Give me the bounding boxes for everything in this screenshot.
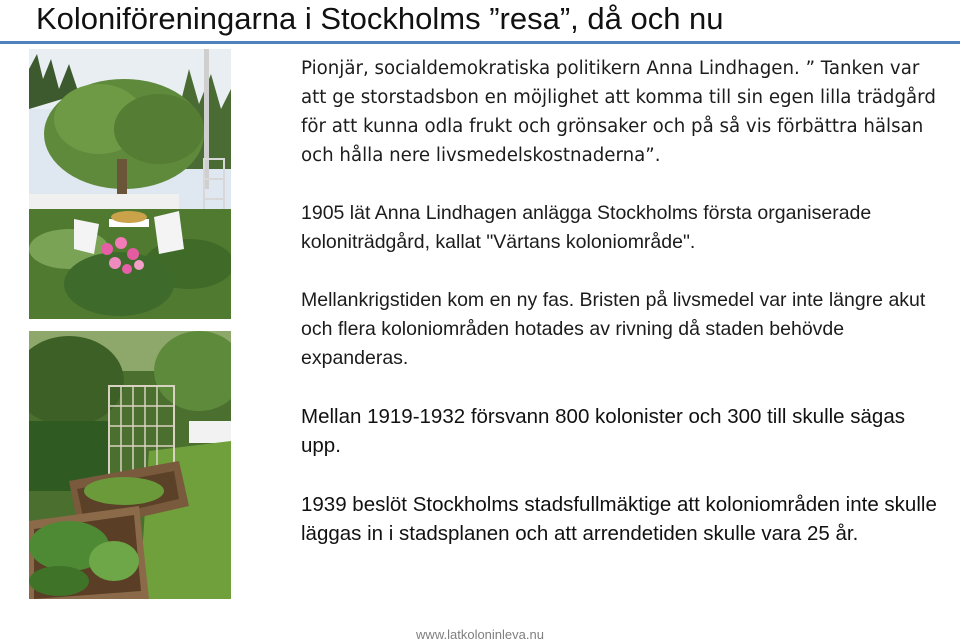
footer-website-link[interactable]: www.latkoloninleva.nu <box>416 627 544 642</box>
paragraph-mellankrigstiden: Mellankrigstiden kom en ny fas. Bristen på livsmedel var inte längre akut och flera koloniområden hotades av rivning då staden behövde expanderas. <box>301 289 926 369</box>
title-divider <box>0 41 960 44</box>
garden-chairs-illustration <box>29 49 231 319</box>
garden-photo-raised-beds <box>29 331 231 599</box>
raised-beds-illustration <box>29 331 231 599</box>
slide-title: Koloniföreningarna i Stockholms ”resa”, då och nu <box>36 1 724 36</box>
paragraph-1905: 1905 lät Anna Lindhagen anlägga Stockholms första organiserade koloniträdgård, kallat "Värtans koloniområde". <box>301 202 872 253</box>
garden-photo-chairs <box>29 49 231 319</box>
slide-body <box>301 54 941 548</box>
paragraph-lindhagen-quote: Pionjär, socialdemokratiska politikern Anna Lindhagen. ” Tanken var att ge storstadsbon en möjlighet att komma till sin egen lilla trädgård för att kunna odla frukt och grönsaker och på så vis förbättra hälsan och hålla nere livsmedelskostnaderna”. <box>301 58 936 166</box>
paragraph-1919-1932: Mellan 1919-1932 försvann 800 kolonister och 300 till skulle sägas upp. <box>301 405 905 457</box>
paragraph-1939: 1939 beslöt Stockholms stadsfullmäktige att koloniområden inte skulle läggas in i stadsplanen och att arrendetiden skulle vara 25 år. <box>301 493 937 545</box>
